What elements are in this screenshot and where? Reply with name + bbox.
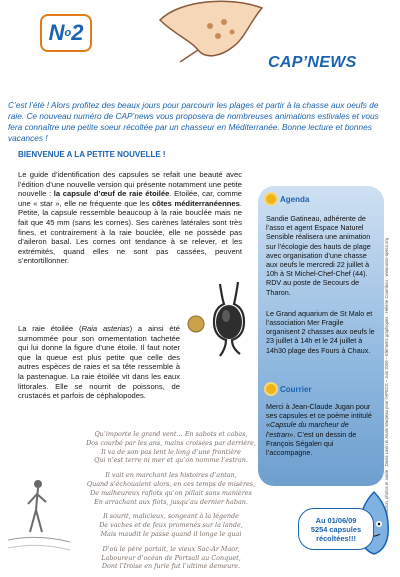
poem-stanza-3: Il sourit, malicieux, songeant à la légende De vaches et de feux promenés sur la lande, Mais maudit le passé quand il longe le quai xyxy=(99,512,243,538)
ray-illustration-icon xyxy=(150,0,270,64)
counter-label: récoltées!!! xyxy=(316,533,356,543)
issue-badge xyxy=(40,14,92,52)
courrier-heading: Courrier xyxy=(266,384,378,394)
sun-icon xyxy=(266,194,276,204)
issue-prefix: N xyxy=(48,20,65,45)
capsule-counter xyxy=(298,508,374,550)
poem-stanza-1: Qu’importe le grand vent… En sabots et cabas, Dos courbé par les ans, mains croisées par derrière, Il va de son pas lent le long d’une frontière Qui n’est terre ni mer et qu’on nomme l’estran. xyxy=(86,430,256,465)
issue-sup: o xyxy=(64,26,72,39)
poem xyxy=(68,430,274,577)
sun-icon xyxy=(266,384,276,394)
walker-sketch xyxy=(8,470,70,560)
sidebar-panel xyxy=(258,186,384,486)
newsletter-name: CAP’NEWS xyxy=(268,54,357,71)
counter-count: 5254 capsules xyxy=(310,524,362,534)
agenda-item-1: Sandie Gatineau, adhérente de l’asso et agent Espace Naturel Sensible réalisera une animation sur l’écologie des hauts de plage avec organisation d’une chasse aux oeufs le mercredi 22 juillet à 10h à St Michel-Chef-Chef (44). RDV au poste de Secours de Tharon. xyxy=(266,214,371,297)
agenda-heading: Agenda xyxy=(266,194,378,204)
egg-capsule-photo xyxy=(186,278,260,358)
counter-date: Au 01/06/09 xyxy=(315,515,357,525)
issue-number: 2 xyxy=(71,20,84,45)
section-title: BIENVENUE A LA PETITE NOUVELLE ! xyxy=(18,150,166,159)
poem-stanza-4: D’où le père partait, le vieux Sac-Ar Maor, Laboureur d’océan de Portsall au Conquet, Dont l’Iroise en furie fut l’ultime demeure. xyxy=(101,544,241,571)
intro-text: C’est l’été ! Alors profitez des beaux jours pour parcourir les plages et partir à la chasse aux oeufs de raie. Ce nouveau numéro de CAP’news vous proposera de nombreuses animations estivales et vous fera connaître une petite soeur récoltée par un chasseur en Méditerranée. Bonne lecture et bonnes vacances ! xyxy=(8,100,379,143)
article-paragraph-2: La raie étoilée (Raia asterias) a ainsi été surnommée pour son ornementation tachetée qui lui donne la figure d’une étoile. Il faut noter que la queue est plus petite que celle des autres espèces de raies et sa tête ressemble à la pastenague. La raie étoilée vit dans les eaux littorales. Elle se nourrit de poissons, de crustacés et parfois de céphalopodes. xyxy=(18,324,180,401)
agenda-item-2: Le Grand aquarium de St Malo et l’association Mer Fragile organisent 2 chasses aux oeufs le 23 juillet à 14h et le 24 juillet à 14h30 plage des Fours à Chaux. xyxy=(266,308,375,355)
courrier-section xyxy=(266,384,378,457)
poem-stanza-2: Il vait en marchant les histoires d’antan, Quand s’échouaient alors, en ces temps de misères, De malheureux rafiots qu’on pillait sans manières En arrachant aux flots, jusqu’au dernier haban. xyxy=(86,471,256,506)
agenda-section xyxy=(266,194,378,355)
credits: Rédaction, photos et saisie : David Lavin et Anaïs Warpeau pour l’APECS – Juin 2009 – Eléments graphiques : Hélène Courribou · www.asso-apecs.org xyxy=(384,237,389,520)
courrier-text: Merci à Jean-Claude Jugan pour ses capsules et ce poème intitulé «Capsule du marcheur de l’estran». C’est un dessin de François Ségalen qui l’accompagne. xyxy=(266,402,372,458)
article-paragraph-1: Le guide d’identification des capsules se refait une beauté avec l’édition d’une nouvelle version qui présente notamment une petite nouvelle : la capsule d’œuf de raie étoilée. Etoilée, car, comme une « star », elle ne fréquente que les côtes méditerranéennes. Petite, la capsule ressemble beaucoup à la raie bouclée mais ne fait que 45 mm (sans les cornes). Ses carènes latérales sont très fines, et contrairement à la raie bouclée, elle ne possède pas d’aileron basal. Les cornes ont tendance à se relever, et les extrémités, quand elles ne sont pas cassées, peuvent s’entortillonner. xyxy=(18,170,242,266)
